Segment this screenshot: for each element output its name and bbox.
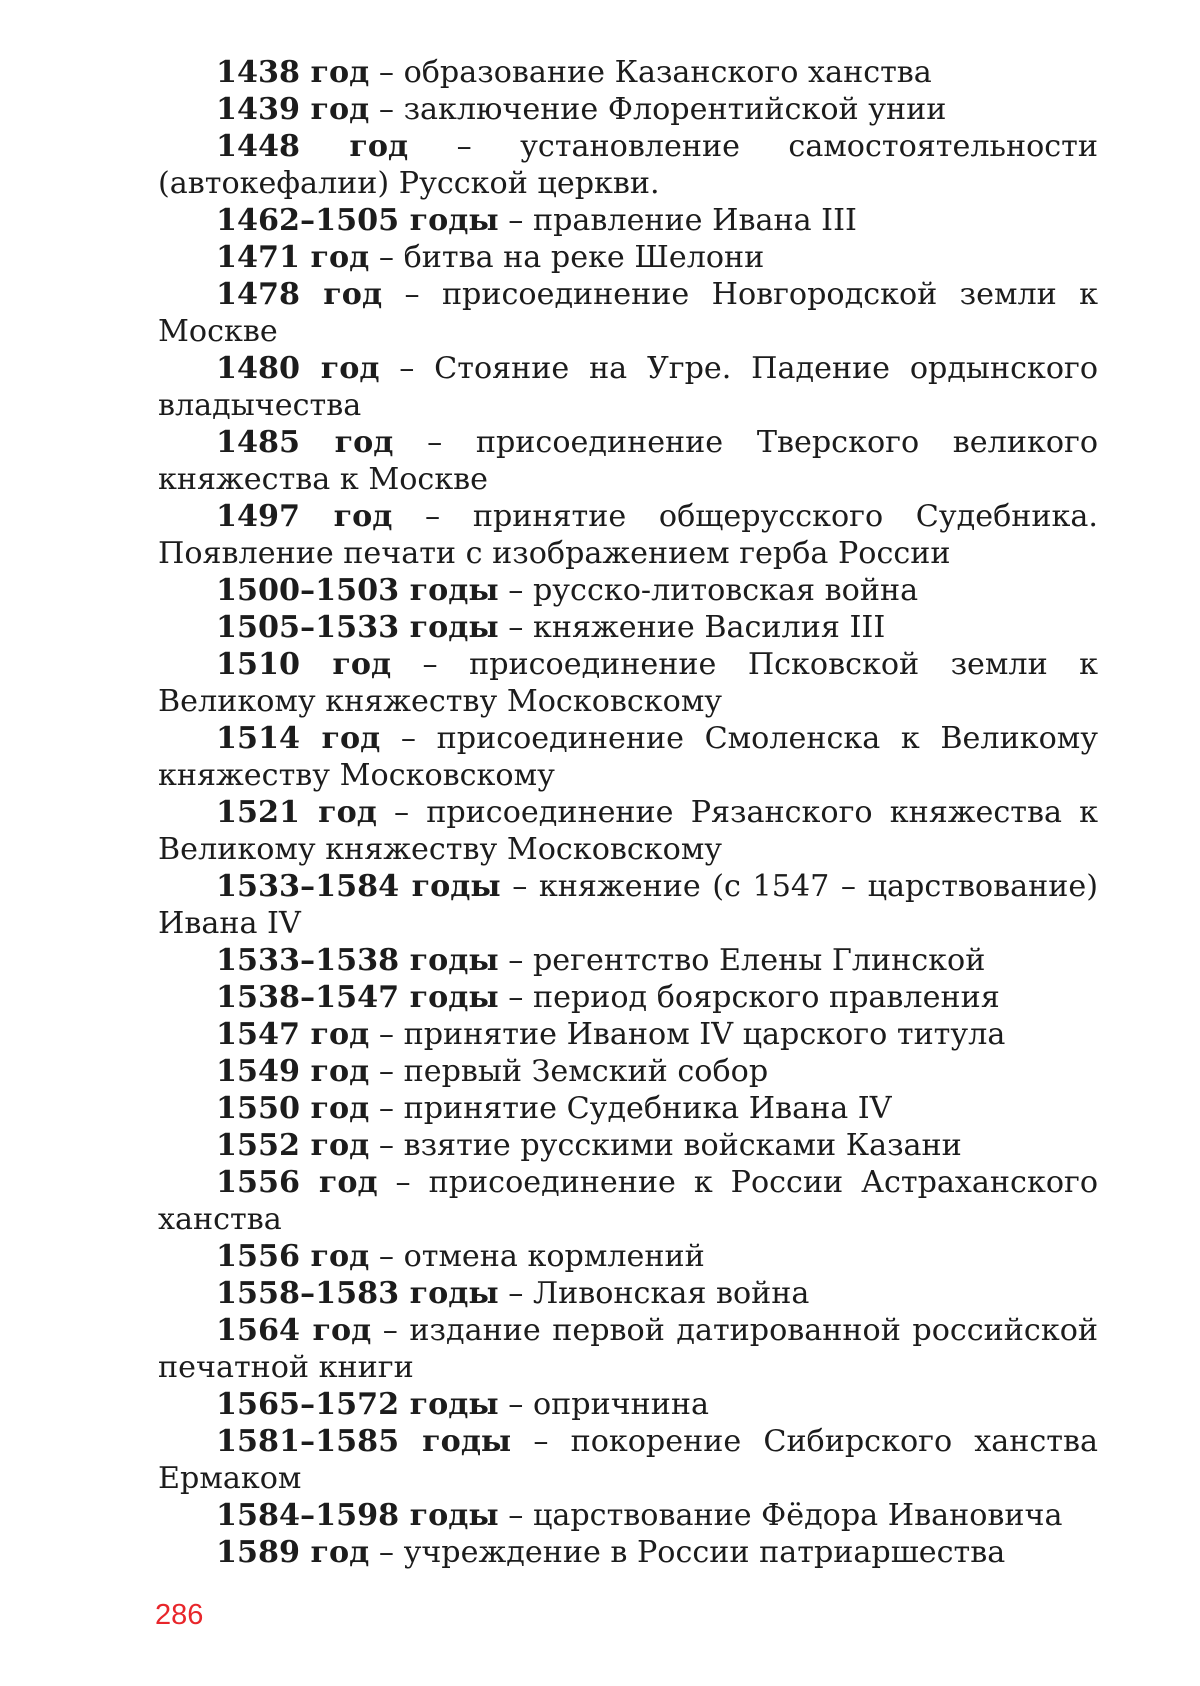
entry-text: присоединение Новгородской земли к Москве [158,277,1098,349]
entry-text: Стояние на Угре. Падение ордынского владычества [158,351,1099,423]
entry-text: издание первой датированной российской печатной книги [158,1313,1098,1385]
entry-text: установление самостоятельности (автокефалии) Русской церкви. [158,129,1098,201]
entry-text: присоединение Псковской земли к Великому княжеству Московскому [158,647,1098,719]
entry-text: регентство Елены Глинской [532,943,986,978]
entry-date: 1439 год [216,92,370,127]
chronology-list [158,54,1098,1571]
entry-text: присоединение Смоленска к Великому княжеству Московскому [158,721,1099,793]
chronology-entry: 1478 год – присоединение Новгородской земли к Москве [158,277,1098,349]
chronology-entry: 1556 год – присоединение к России Астраханского ханства [158,1165,1098,1237]
entry-text: битва на реке Шелони [403,240,765,275]
entry-date: 1581–1585 годы [216,1424,512,1459]
entry-date: 1564 год [216,1313,372,1348]
entry-text: принятие общерусского Судебника. Появление печати с изображением герба России [158,499,1098,571]
entry-text: принятие Иваном IV царского титула [403,1017,1006,1052]
chronology-entry: 1547 год – принятие Иваном IV царского титула [216,1017,1006,1052]
chronology-entry: 1581–1585 годы – покорение Сибирского ханства Ермаком [158,1424,1098,1496]
entry-text: заключение Флорентийской унии [403,92,947,127]
entry-date: 1462–1505 годы [216,203,499,238]
entry-text: Ливонская война [532,1276,810,1311]
chronology-entry: 1514 год – присоединение Смоленска к Великому княжеству Московскому [158,721,1099,793]
entry-date: 1538–1547 годы [216,980,499,1015]
chronology-entry: 1462–1505 годы – правление Ивана III [216,203,857,238]
entry-text: княжение Василия III [532,610,886,645]
chronology-entry: 1584–1598 годы – царствование Фёдора Ивановича [216,1498,1063,1533]
entry-date: 1556 год [216,1165,378,1200]
chronology-entry: 1505–1533 годы – княжение Василия III [216,610,886,645]
chronology-entry: 1521 год – присоединение Рязанского княжества к Великому княжеству Московскому [158,795,1098,867]
entry-text: учреждение в России патриаршества [403,1535,1006,1570]
entry-date: 1550 год [216,1091,370,1126]
entry-text: присоединение Тверского великого княжества к Москве [158,425,1098,497]
entry-text: присоединение к России Астраханского ханства [158,1165,1098,1237]
chronology-entry: 1439 год – заключение Флорентийской унии [216,92,947,127]
entry-date: 1584–1598 годы [216,1498,499,1533]
entry-date: 1533–1538 годы [216,943,499,978]
entry-text: образование Казанского ханства [403,55,932,90]
chronology-entry: 1564 год – издание первой датированной российской печатной книги [158,1313,1098,1385]
chronology-entry: 1558–1583 годы – Ливонская война [216,1276,810,1311]
entry-text: опричнина [532,1387,710,1422]
entry-date: 1480 год [216,351,380,386]
entry-text: правление Ивана III [532,203,857,238]
entry-date: 1471 год [216,240,370,275]
entry-date: 1438 год [216,55,370,90]
chronology-entry: 1533–1584 годы – княжение (с 1547 – царствование) Ивана IV [158,869,1098,941]
entry-text: взятие русскими войсками Казани [403,1128,962,1163]
chronology-entry: 1480 год – Стояние на Угре. Падение ордынского владычества [158,351,1099,423]
chronology-entry: 1510 год – присоединение Псковской земли к Великому княжеству Московскому [158,647,1098,719]
entry-date: 1552 год [216,1128,370,1163]
entry-date: 1514 год [216,721,381,756]
entry-date: 1547 год [216,1017,370,1052]
chronology-entry: 1556 год – отмена кормлений [216,1239,705,1274]
chronology-entry: 1497 год – принятие общерусского Судебника. Появление печати с изображением герба России [158,499,1098,571]
entry-date: 1478 год [216,277,383,312]
chronology-entry: 1448 год – установление самостоятельности (автокефалии) Русской церкви. [158,129,1098,201]
entry-date: 1589 год [216,1535,370,1570]
entry-date: 1533–1584 годы [216,869,501,904]
entry-text: русско-литовская война [532,573,919,608]
entry-date: 1565–1572 годы [216,1387,499,1422]
entry-date: 1556 год [216,1239,370,1274]
entry-date: 1510 год [216,647,392,682]
chronology-entry: 1550 год – принятие Судебника Ивана IV [216,1091,892,1126]
chronology-entry: 1533–1538 годы – регентство Елены Глинской [216,943,986,978]
entry-text: царствование Фёдора Ивановича [532,1498,1063,1533]
entry-text: принятие Судебника Ивана IV [403,1091,892,1126]
entry-date: 1485 год [216,425,394,460]
entry-date: 1500–1503 годы [216,573,499,608]
entry-date: 1549 год [216,1054,370,1089]
chronology-entry: 1589 год – учреждение в России патриаршества [216,1535,1006,1570]
entry-text: первый Земский собор [403,1054,769,1089]
entry-date: 1505–1533 годы [216,610,499,645]
chronology-entry: 1500–1503 годы – русско-литовская война [216,573,919,608]
page-number: 286 [155,1599,204,1631]
chronology-entry: 1471 год – битва на реке Шелони [216,240,765,275]
entry-date: 1448 год [216,129,409,164]
entry-text: покорение Сибирского ханства Ермаком [158,1424,1098,1496]
entry-date: 1521 год [216,795,377,830]
chronology-entry: 1538–1547 годы – период боярского правления [216,980,1000,1015]
entry-text: княжение (с 1547 – царствование) Ивана IV [158,869,1098,941]
entry-text: отмена кормлений [403,1239,705,1274]
chronology-entry: 1552 год – взятие русскими войсками Казани [216,1128,962,1163]
entry-date: 1497 год [216,499,393,534]
chronology-entry: 1549 год – первый Земский собор [216,1054,769,1089]
entry-text: период боярского правления [532,980,1000,1015]
chronology-entry: 1485 год – присоединение Тверского великого княжества к Москве [158,425,1098,497]
entry-date: 1558–1583 годы [216,1276,499,1311]
chronology-entry: 1565–1572 годы – опричнина [216,1387,710,1422]
entry-text: присоединение Рязанского княжества к Великому княжеству Московскому [158,795,1098,867]
chronology-entry: 1438 год – образование Казанского ханства [216,55,932,90]
